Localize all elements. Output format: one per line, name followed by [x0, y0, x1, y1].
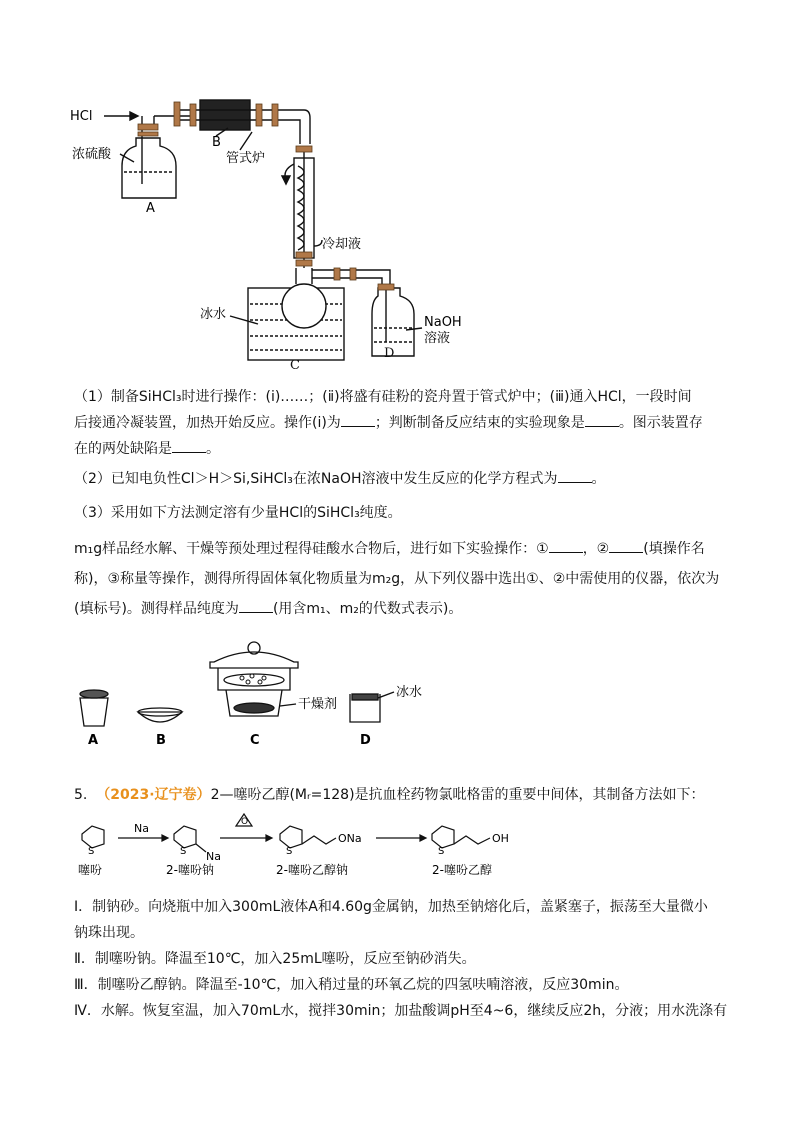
name-thiophene-sodium: 2-噻吩钠: [166, 863, 214, 877]
question-1: （1）制备SiHCl₃时进行操作：(ⅰ)……；(ⅱ)将盛有硅粉的瓷舟置于管式炉中；(ⅲ)通入HCl，一段时间 后接通冷凝装置，加热开始反应。操作(ⅰ)为 ；判断制备反应结束的实验现象是 。图示装置存 在的两处缺陷是 。: [74, 389, 703, 457]
label-ice-water-2: 冰水: [396, 685, 423, 700]
label-d: D: [384, 346, 395, 361]
question-3: （3）采用如下方法测定溶有少量HCl的SiHCl₃纯度。: [74, 505, 402, 521]
label-instrument-b: B: [156, 733, 166, 748]
group-ona: ONa: [338, 832, 362, 845]
instruments-figure: [70, 632, 470, 752]
step-2: Ⅱ．制噻吩钠。降温至10℃，加入25mL噻吩，反应至钠砂消失。: [74, 951, 476, 967]
label-instrument-d: D: [360, 733, 371, 748]
label-ice-water: 冰水: [200, 307, 227, 322]
label-instrument-c: C: [250, 733, 260, 748]
label-conc-acid: 浓硫酸: [72, 147, 112, 162]
source-tag: （2023·辽宁卷）: [96, 787, 211, 803]
label-c: C: [290, 358, 300, 373]
atom-o: O: [241, 817, 249, 827]
atom-s-1: S: [88, 846, 95, 857]
label-naoh: NaOH: [424, 315, 462, 330]
label-tube-furnace: 管式炉: [226, 151, 266, 166]
atom-na: Na: [206, 850, 221, 863]
procedure-steps: [74, 894, 734, 1024]
label-instrument-a: A: [88, 733, 99, 748]
step-1: Ⅰ．制钠砂。向烧瓶中加入300mL液体A和4.60g金属钠，加热至钠熔化后，盖紧塞子，振荡至大量微小: [74, 899, 708, 915]
atom-s-3: S: [286, 846, 293, 857]
atom-s-4: S: [438, 846, 445, 857]
question-2: （2）已知电负性Cl＞H＞Si,SiHCl₃在浓NaOH溶液中发生反应的化学方程式为 。: [74, 466, 734, 492]
label-b: B: [212, 135, 221, 150]
group-oh: OH: [492, 832, 509, 845]
reagent-na: Na: [134, 822, 149, 835]
name-thiophene-ethanol-sodium: 2-噻吩乙醇钠: [276, 863, 348, 877]
label-desiccant: 干燥剂: [298, 697, 338, 712]
atom-s-2: S: [180, 846, 187, 857]
label-coolant: 冷却液: [322, 237, 362, 252]
question-3-body: m₁g样品经水解、干燥等预处理过程得硅酸水合物后，进行如下实验操作：① ，② (填操作名 称)，③称量等操作，测得所得固体氧化物质量为m₂g，从下列仪器中选出①、②中需使用的仪器，依次为 (填标号)。测得样品纯度为 (用含m₁、m₂的代数式表示)。: [74, 534, 734, 624]
name-thiophene: 噻吩: [78, 863, 103, 877]
question-5-header: 5. （2023·辽宁卷）2—噻吩乙醇(Mᵣ=128)是抗血栓药物氯吡格雷的重要中间体，其制备方法如下：: [74, 787, 705, 803]
reaction-scheme: [70, 808, 570, 880]
step-1-cont: 钠珠出现。: [74, 925, 144, 941]
step-3: Ⅲ．制噻吩乙醇钠。降温至-10℃，加入稍过量的环氧乙烷的四氢呋喃溶液，反应30min。: [74, 977, 629, 993]
label-a: A: [146, 201, 155, 216]
apparatus-figure: [60, 88, 480, 368]
name-thiophene-ethanol: 2-噻吩乙醇: [432, 863, 492, 877]
label-hcl: HCl: [70, 109, 93, 124]
label-solution: 溶液: [424, 331, 451, 346]
step-4: Ⅳ．水解。恢复室温，加入70mL水，搅拌30min；加盐酸调pH至4~6，继续反应2h，分液；用水洗涤有: [74, 1003, 728, 1019]
